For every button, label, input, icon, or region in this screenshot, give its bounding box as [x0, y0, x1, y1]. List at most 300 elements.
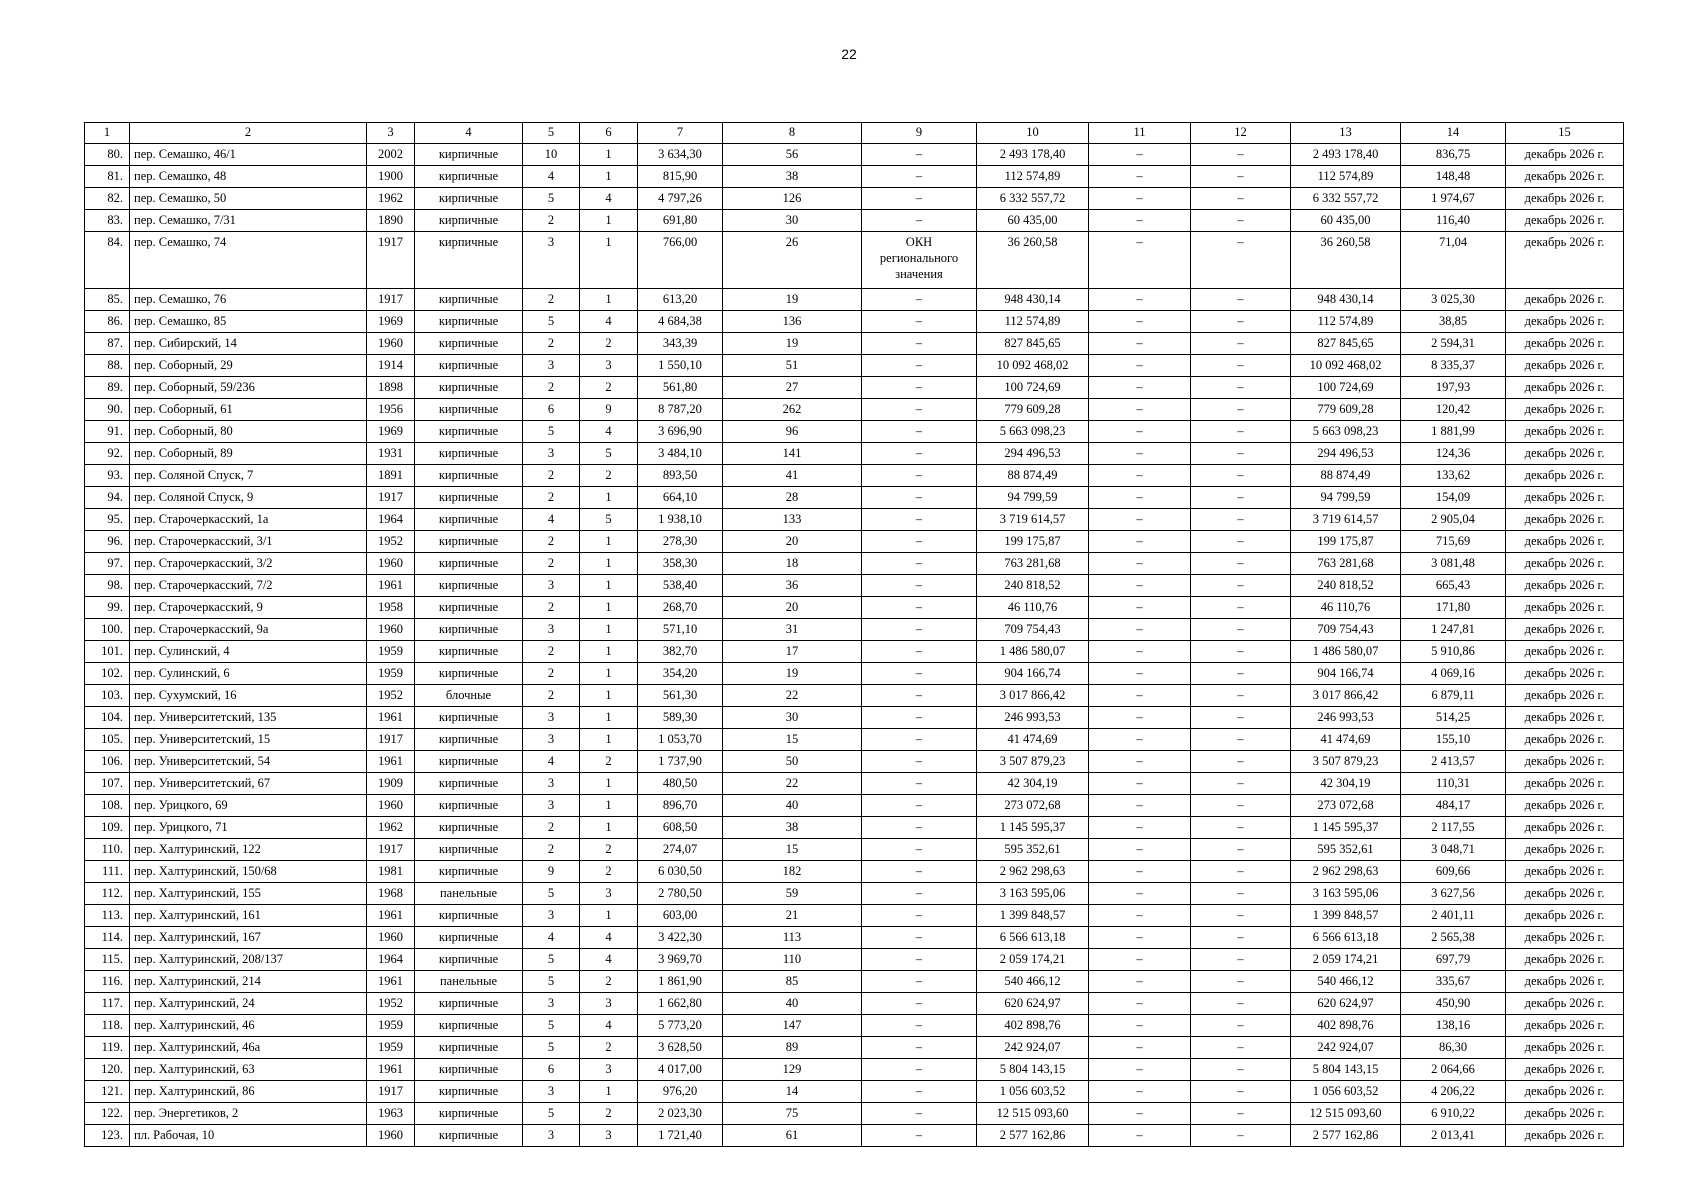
cell-heritage-status: –	[862, 1015, 977, 1037]
cell-address: пер. Халтуринский, 122	[130, 839, 367, 861]
cell-floors: 4	[523, 927, 580, 949]
cell-wall-material: кирпичные	[415, 861, 523, 883]
cell-col-12: –	[1191, 531, 1291, 553]
cell-entrances: 2	[580, 333, 638, 355]
cell-row-number: 87.	[85, 333, 130, 355]
cell-heritage-status: –	[862, 663, 977, 685]
cell-entrances: 5	[580, 509, 638, 531]
cell-total-cost: 2 493 178,40	[1291, 144, 1401, 166]
cell-residents: 126	[723, 188, 862, 210]
cell-area: 603,00	[638, 905, 723, 927]
cell-residents: 26	[723, 232, 862, 289]
cell-address: пер. Соборный, 59/236	[130, 377, 367, 399]
cell-heritage-status: –	[862, 575, 977, 597]
cell-address: пер. Старочеркасский, 9	[130, 597, 367, 619]
cell-wall-material: кирпичные	[415, 311, 523, 333]
cell-entrances: 2	[580, 1103, 638, 1125]
column-header: 14	[1401, 123, 1506, 144]
cell-address: пер. Сибирский, 14	[130, 333, 367, 355]
cell-cost-per-sqm: 110,31	[1401, 773, 1506, 795]
cell-address: пер. Халтуринский, 214	[130, 971, 367, 993]
cell-floors: 5	[523, 311, 580, 333]
cell-cost-per-sqm: 2 413,57	[1401, 751, 1506, 773]
cell-total-cost: 94 799,59	[1291, 487, 1401, 509]
cell-address: пер. Халтуринский, 167	[130, 927, 367, 949]
cell-heritage-status: –	[862, 971, 977, 993]
cell-address: пер. Старочеркасский, 3/1	[130, 531, 367, 553]
cell-residents: 133	[723, 509, 862, 531]
cell-heritage-status: –	[862, 166, 977, 188]
table-row	[85, 1015, 1624, 1037]
cell-col-12: –	[1191, 663, 1291, 685]
cell-row-number: 86.	[85, 311, 130, 333]
cell-deadline: декабрь 2026 г.	[1506, 465, 1624, 487]
cell-col-12: –	[1191, 597, 1291, 619]
cell-col-12: –	[1191, 443, 1291, 465]
cell-address: пер. Старочеркасский, 1а	[130, 509, 367, 531]
cell-year: 1959	[367, 663, 415, 685]
cell-deadline: декабрь 2026 г.	[1506, 355, 1624, 377]
cell-cost-per-sqm: 715,69	[1401, 531, 1506, 553]
cell-col-11: –	[1089, 1081, 1191, 1103]
table-row	[85, 597, 1624, 619]
cell-heritage-status: –	[862, 927, 977, 949]
cell-area: 3 634,30	[638, 144, 723, 166]
cell-area: 6 030,50	[638, 861, 723, 883]
cell-total-cost: 5 804 143,15	[1291, 1059, 1401, 1081]
cell-col-12: –	[1191, 685, 1291, 707]
cell-floors: 3	[523, 575, 580, 597]
cell-address: пер. Соборный, 29	[130, 355, 367, 377]
cell-wall-material: кирпичные	[415, 729, 523, 751]
cell-heritage-status: –	[862, 861, 977, 883]
table-row	[85, 531, 1624, 553]
table-row	[85, 311, 1624, 333]
cell-total-cost: 827 845,65	[1291, 333, 1401, 355]
cell-year: 1931	[367, 443, 415, 465]
cell-total-cost: 88 874,49	[1291, 465, 1401, 487]
cell-col-11: –	[1089, 575, 1191, 597]
cell-col-12: –	[1191, 773, 1291, 795]
cell-area: 2 023,30	[638, 1103, 723, 1125]
cell-cost: 199 175,87	[977, 531, 1089, 553]
cell-cost-per-sqm: 2 117,55	[1401, 817, 1506, 839]
cell-cost: 540 466,12	[977, 971, 1089, 993]
cell-cost-per-sqm: 514,25	[1401, 707, 1506, 729]
cell-address: пер. Халтуринский, 150/68	[130, 861, 367, 883]
cell-area: 343,39	[638, 333, 723, 355]
cell-residents: 30	[723, 210, 862, 232]
cell-cost-per-sqm: 4 069,16	[1401, 663, 1506, 685]
cell-col-12: –	[1191, 993, 1291, 1015]
cell-total-cost: 709 754,43	[1291, 619, 1401, 641]
cell-floors: 5	[523, 1015, 580, 1037]
cell-entrances: 3	[580, 993, 638, 1015]
cell-year: 1969	[367, 421, 415, 443]
cell-heritage-status: –	[862, 707, 977, 729]
cell-row-number: 102.	[85, 663, 130, 685]
cell-deadline: декабрь 2026 г.	[1506, 1015, 1624, 1037]
cell-entrances: 1	[580, 232, 638, 289]
cell-floors: 3	[523, 707, 580, 729]
cell-area: 1 861,90	[638, 971, 723, 993]
cell-heritage-status: –	[862, 685, 977, 707]
cell-total-cost: 294 496,53	[1291, 443, 1401, 465]
cell-entrances: 1	[580, 905, 638, 927]
cell-entrances: 1	[580, 795, 638, 817]
cell-year: 1960	[367, 927, 415, 949]
cell-col-12: –	[1191, 927, 1291, 949]
cell-deadline: декабрь 2026 г.	[1506, 144, 1624, 166]
cell-floors: 3	[523, 355, 580, 377]
table-row	[85, 817, 1624, 839]
cell-floors: 6	[523, 1059, 580, 1081]
cell-wall-material: кирпичные	[415, 773, 523, 795]
cell-floors: 2	[523, 553, 580, 575]
cell-residents: 59	[723, 883, 862, 905]
cell-entrances: 1	[580, 817, 638, 839]
cell-col-11: –	[1089, 355, 1191, 377]
table-row	[85, 443, 1624, 465]
cell-year: 1961	[367, 1059, 415, 1081]
cell-row-number: 82.	[85, 188, 130, 210]
cell-entrances: 2	[580, 751, 638, 773]
cell-floors: 5	[523, 188, 580, 210]
table-row	[85, 773, 1624, 795]
cell-col-11: –	[1089, 421, 1191, 443]
cell-wall-material: кирпичные	[415, 751, 523, 773]
cell-row-number: 81.	[85, 166, 130, 188]
cell-total-cost: 12 515 093,60	[1291, 1103, 1401, 1125]
cell-row-number: 88.	[85, 355, 130, 377]
cell-row-number: 120.	[85, 1059, 130, 1081]
cell-address: пер. Халтуринский, 24	[130, 993, 367, 1015]
cell-cost: 3 507 879,23	[977, 751, 1089, 773]
cell-row-number: 103.	[85, 685, 130, 707]
cell-wall-material: кирпичные	[415, 377, 523, 399]
cell-residents: 85	[723, 971, 862, 993]
cell-row-number: 116.	[85, 971, 130, 993]
cell-area: 274,07	[638, 839, 723, 861]
table-row	[85, 553, 1624, 575]
cell-col-12: –	[1191, 883, 1291, 905]
cell-row-number: 92.	[85, 443, 130, 465]
cell-address: пер. Халтуринский, 208/137	[130, 949, 367, 971]
cell-wall-material: кирпичные	[415, 817, 523, 839]
cell-col-11: –	[1089, 232, 1191, 289]
cell-deadline: декабрь 2026 г.	[1506, 949, 1624, 971]
cell-cost: 6 332 557,72	[977, 188, 1089, 210]
cell-year: 1960	[367, 619, 415, 641]
cell-total-cost: 402 898,76	[1291, 1015, 1401, 1037]
cell-wall-material: кирпичные	[415, 795, 523, 817]
cell-year: 1961	[367, 707, 415, 729]
table-body	[85, 123, 1624, 1147]
column-header: 12	[1191, 123, 1291, 144]
cell-cost: 1 145 595,37	[977, 817, 1089, 839]
cell-cost-per-sqm: 38,85	[1401, 311, 1506, 333]
cell-cost-per-sqm: 133,62	[1401, 465, 1506, 487]
cell-row-number: 117.	[85, 993, 130, 1015]
cell-residents: 19	[723, 333, 862, 355]
cell-residents: 141	[723, 443, 862, 465]
cell-total-cost: 199 175,87	[1291, 531, 1401, 553]
cell-area: 815,90	[638, 166, 723, 188]
cell-year: 1981	[367, 861, 415, 883]
cell-entrances: 1	[580, 289, 638, 311]
cell-heritage-status: –	[862, 1037, 977, 1059]
cell-row-number: 101.	[85, 641, 130, 663]
cell-address: пер. Сулинский, 6	[130, 663, 367, 685]
cell-floors: 2	[523, 685, 580, 707]
cell-deadline: декабрь 2026 г.	[1506, 333, 1624, 355]
cell-heritage-status: –	[862, 1081, 977, 1103]
cell-residents: 19	[723, 663, 862, 685]
cell-floors: 2	[523, 289, 580, 311]
cell-floors: 3	[523, 232, 580, 289]
cell-cost: 402 898,76	[977, 1015, 1089, 1037]
cell-col-11: –	[1089, 333, 1191, 355]
cell-cost-per-sqm: 71,04	[1401, 232, 1506, 289]
cell-deadline: декабрь 2026 г.	[1506, 1059, 1624, 1081]
column-header: 4	[415, 123, 523, 144]
cell-deadline: декабрь 2026 г.	[1506, 883, 1624, 905]
cell-col-11: –	[1089, 1059, 1191, 1081]
cell-year: 1969	[367, 311, 415, 333]
cell-floors: 3	[523, 795, 580, 817]
cell-address: пер. Семашко, 7/31	[130, 210, 367, 232]
cell-col-11: –	[1089, 144, 1191, 166]
cell-col-11: –	[1089, 707, 1191, 729]
cell-deadline: декабрь 2026 г.	[1506, 861, 1624, 883]
cell-deadline: декабрь 2026 г.	[1506, 289, 1624, 311]
cell-row-number: 111.	[85, 861, 130, 883]
cell-residents: 147	[723, 1015, 862, 1037]
cell-year: 1952	[367, 531, 415, 553]
cell-deadline: декабрь 2026 г.	[1506, 795, 1624, 817]
cell-deadline: декабрь 2026 г.	[1506, 729, 1624, 751]
cell-cost-per-sqm: 1 881,99	[1401, 421, 1506, 443]
cell-entrances: 3	[580, 883, 638, 905]
cell-col-11: –	[1089, 1037, 1191, 1059]
cell-col-12: –	[1191, 188, 1291, 210]
cell-deadline: декабрь 2026 г.	[1506, 509, 1624, 531]
cell-heritage-status: –	[862, 641, 977, 663]
cell-area: 354,20	[638, 663, 723, 685]
cell-entrances: 3	[580, 1059, 638, 1081]
cell-col-12: –	[1191, 166, 1291, 188]
cell-wall-material: кирпичные	[415, 1015, 523, 1037]
cell-cost: 3 017 866,42	[977, 685, 1089, 707]
cell-row-number: 109.	[85, 817, 130, 839]
cell-area: 538,40	[638, 575, 723, 597]
cell-cost-per-sqm: 148,48	[1401, 166, 1506, 188]
cell-cost: 620 624,97	[977, 993, 1089, 1015]
cell-wall-material: кирпичные	[415, 1125, 523, 1147]
cell-deadline: декабрь 2026 г.	[1506, 311, 1624, 333]
cell-deadline: декабрь 2026 г.	[1506, 619, 1624, 641]
cell-floors: 2	[523, 465, 580, 487]
cell-floors: 4	[523, 509, 580, 531]
cell-deadline: декабрь 2026 г.	[1506, 553, 1624, 575]
cell-col-12: –	[1191, 311, 1291, 333]
cell-floors: 5	[523, 883, 580, 905]
cell-cost: 763 281,68	[977, 553, 1089, 575]
cell-entrances: 1	[580, 707, 638, 729]
table-row	[85, 188, 1624, 210]
cell-total-cost: 60 435,00	[1291, 210, 1401, 232]
cell-wall-material: кирпичные	[415, 188, 523, 210]
cell-cost: 948 430,14	[977, 289, 1089, 311]
table-row	[85, 861, 1624, 883]
cell-heritage-status: –	[862, 487, 977, 509]
cell-residents: 51	[723, 355, 862, 377]
cell-entrances: 4	[580, 927, 638, 949]
cell-col-12: –	[1191, 729, 1291, 751]
cell-cost: 12 515 093,60	[977, 1103, 1089, 1125]
cell-floors: 2	[523, 377, 580, 399]
cell-residents: 262	[723, 399, 862, 421]
cell-year: 1960	[367, 553, 415, 575]
cell-wall-material: кирпичные	[415, 289, 523, 311]
cell-year: 1962	[367, 817, 415, 839]
table-row	[85, 927, 1624, 949]
cell-deadline: декабрь 2026 г.	[1506, 575, 1624, 597]
cell-entrances: 1	[580, 773, 638, 795]
cell-total-cost: 36 260,58	[1291, 232, 1401, 289]
cell-entrances: 1	[580, 166, 638, 188]
cell-cost-per-sqm: 5 910,86	[1401, 641, 1506, 663]
cell-col-12: –	[1191, 1037, 1291, 1059]
cell-col-11: –	[1089, 971, 1191, 993]
cell-col-12: –	[1191, 421, 1291, 443]
cell-entrances: 4	[580, 311, 638, 333]
table-row	[85, 685, 1624, 707]
cell-col-12: –	[1191, 289, 1291, 311]
cell-entrances: 5	[580, 443, 638, 465]
cell-deadline: декабрь 2026 г.	[1506, 377, 1624, 399]
cell-area: 766,00	[638, 232, 723, 289]
cell-cost: 240 818,52	[977, 575, 1089, 597]
cell-col-12: –	[1191, 905, 1291, 927]
cell-total-cost: 273 072,68	[1291, 795, 1401, 817]
table-row	[85, 1081, 1624, 1103]
cell-entrances: 2	[580, 861, 638, 883]
cell-area: 382,70	[638, 641, 723, 663]
cell-col-12: –	[1191, 509, 1291, 531]
cell-cost: 595 352,61	[977, 839, 1089, 861]
cell-area: 480,50	[638, 773, 723, 795]
cell-deadline: декабрь 2026 г.	[1506, 1037, 1624, 1059]
cell-area: 1 938,10	[638, 509, 723, 531]
cell-total-cost: 595 352,61	[1291, 839, 1401, 861]
cell-row-number: 84.	[85, 232, 130, 289]
cell-col-12: –	[1191, 839, 1291, 861]
cell-residents: 129	[723, 1059, 862, 1081]
cell-cost-per-sqm: 4 206,22	[1401, 1081, 1506, 1103]
cell-year: 1961	[367, 575, 415, 597]
cell-wall-material: кирпичные	[415, 905, 523, 927]
cell-entrances: 1	[580, 685, 638, 707]
cell-deadline: декабрь 2026 г.	[1506, 971, 1624, 993]
cell-col-12: –	[1191, 210, 1291, 232]
table-row	[85, 971, 1624, 993]
cell-deadline: декабрь 2026 г.	[1506, 487, 1624, 509]
cell-cost-per-sqm: 6 879,11	[1401, 685, 1506, 707]
table-row	[85, 993, 1624, 1015]
cell-residents: 50	[723, 751, 862, 773]
cell-cost: 242 924,07	[977, 1037, 1089, 1059]
cell-col-12: –	[1191, 333, 1291, 355]
cell-total-cost: 779 609,28	[1291, 399, 1401, 421]
cell-year: 1956	[367, 399, 415, 421]
cell-address: пер. Семашко, 76	[130, 289, 367, 311]
cell-address: пер. Халтуринский, 86	[130, 1081, 367, 1103]
cell-year: 1917	[367, 289, 415, 311]
cell-entrances: 2	[580, 839, 638, 861]
cell-entrances: 1	[580, 619, 638, 641]
table-row	[85, 795, 1624, 817]
cell-heritage-status: –	[862, 795, 977, 817]
cell-wall-material: кирпичные	[415, 399, 523, 421]
cell-residents: 20	[723, 531, 862, 553]
cell-residents: 22	[723, 773, 862, 795]
cell-entrances: 1	[580, 553, 638, 575]
cell-year: 1968	[367, 883, 415, 905]
cell-cost-per-sqm: 154,09	[1401, 487, 1506, 509]
cell-cost: 294 496,53	[977, 443, 1089, 465]
cell-area: 268,70	[638, 597, 723, 619]
cell-residents: 75	[723, 1103, 862, 1125]
cell-address: пер. Старочеркасский, 7/2	[130, 575, 367, 597]
table-row	[85, 144, 1624, 166]
cell-deadline: декабрь 2026 г.	[1506, 663, 1624, 685]
cell-deadline: декабрь 2026 г.	[1506, 399, 1624, 421]
cell-deadline: декабрь 2026 г.	[1506, 531, 1624, 553]
cell-row-number: 113.	[85, 905, 130, 927]
cell-row-number: 80.	[85, 144, 130, 166]
cell-col-11: –	[1089, 531, 1191, 553]
column-header: 1	[85, 123, 130, 144]
cell-year: 1964	[367, 949, 415, 971]
cell-row-number: 123.	[85, 1125, 130, 1147]
cell-wall-material: кирпичные	[415, 927, 523, 949]
cell-year: 1891	[367, 465, 415, 487]
cell-cost: 88 874,49	[977, 465, 1089, 487]
cell-deadline: декабрь 2026 г.	[1506, 597, 1624, 619]
cell-heritage-status: –	[862, 1103, 977, 1125]
cell-year: 1960	[367, 1125, 415, 1147]
cell-col-12: –	[1191, 355, 1291, 377]
column-header: 8	[723, 123, 862, 144]
cell-floors: 2	[523, 333, 580, 355]
cell-col-12: –	[1191, 465, 1291, 487]
cell-col-12: –	[1191, 861, 1291, 883]
cell-deadline: декабрь 2026 г.	[1506, 421, 1624, 443]
cell-cost-per-sqm: 2 401,11	[1401, 905, 1506, 927]
cell-entrances: 1	[580, 575, 638, 597]
housing-register-table	[84, 122, 1624, 1147]
cell-cost: 904 166,74	[977, 663, 1089, 685]
cell-year: 1917	[367, 232, 415, 289]
cell-heritage-status: –	[862, 333, 977, 355]
cell-cost-per-sqm: 2 013,41	[1401, 1125, 1506, 1147]
cell-residents: 40	[723, 795, 862, 817]
cell-wall-material: кирпичные	[415, 663, 523, 685]
cell-year: 1914	[367, 355, 415, 377]
cell-entrances: 1	[580, 210, 638, 232]
cell-address: пер. Семашко, 46/1	[130, 144, 367, 166]
